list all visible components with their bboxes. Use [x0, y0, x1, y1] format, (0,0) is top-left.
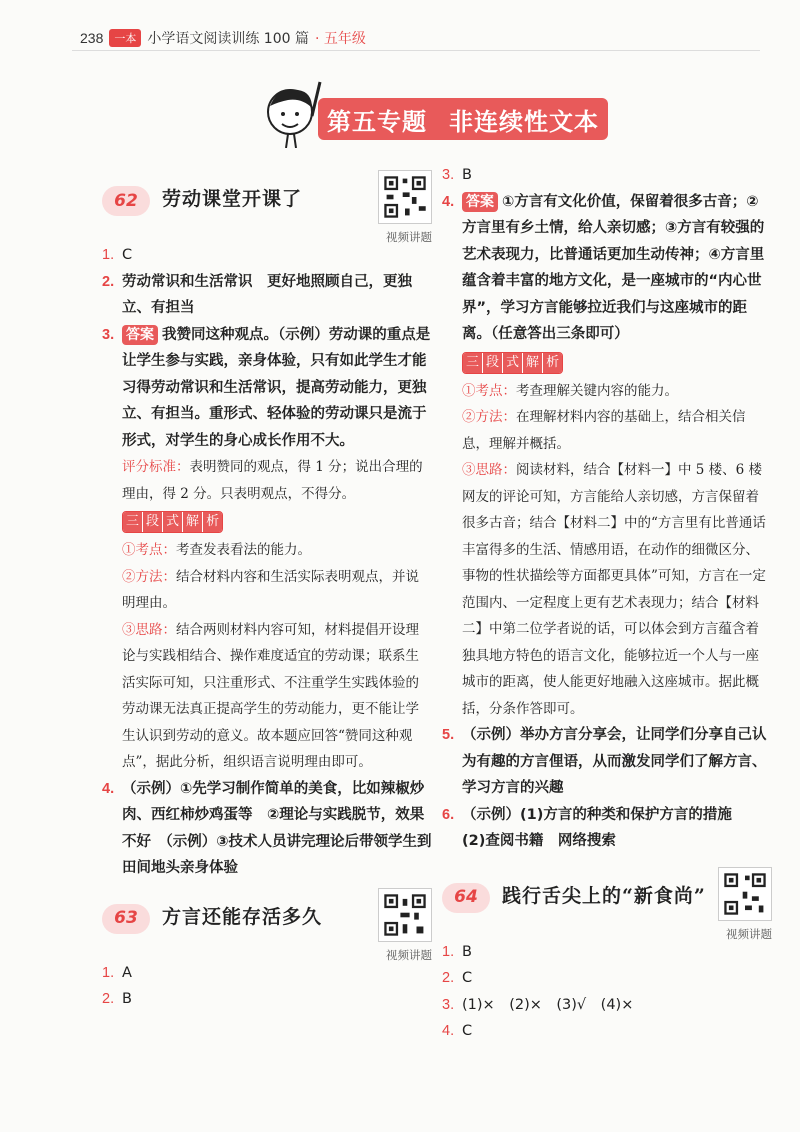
section-title: 践行舌尖上的“新食尚” — [502, 884, 706, 907]
section-number-badge — [102, 904, 150, 934]
grade-label: · 五年级 — [314, 31, 366, 47]
answer-item: 6. （示例）(1)方言的种类和保护方言的措施 — [442, 806, 732, 823]
analysis-label: 三 段 式 解 析 — [442, 348, 772, 378]
analysis-point: ①考点：考查理解关键内容的能力。 — [462, 382, 678, 399]
answer-item: 1. C — [102, 247, 133, 263]
qr-label: 视频讲题 — [726, 926, 772, 941]
answer-item-continued: (2)查阅书籍 网络搜索 — [462, 833, 616, 849]
section-number: 62 — [114, 190, 138, 211]
analysis-label: 三 段 式 解 析 — [102, 507, 432, 537]
qr-code-icon[interactable] — [718, 867, 772, 921]
answer-item: 1. A — [102, 964, 132, 981]
answer-item: 4. 答案 ①方言有文化价值，保留着很多古音；②方言里有乡土情，给人亲切感；③方言有较强的艺术表现力，比普通话更加生动传神；④方言里蕴含着丰富的地方文化，是一座城市的“内心世界”，学习方言能够拉近我们与这座城市的距离。（任意答出三条即可） — [442, 193, 765, 342]
answer-item: 1. B — [442, 943, 472, 960]
header-divider — [72, 50, 760, 51]
section-title: 方言还能存活多久 — [162, 905, 323, 928]
right-column — [442, 162, 772, 1045]
scoring-criteria: 评分标准：表明赞同的观点，得 1 分；说出合理的理由，得 2 分。只表明观点，不得分。 — [122, 459, 423, 502]
page-number: 238 — [80, 30, 104, 46]
answer-item: 4. （示例）①先学习制作简单的美食，比如辣椒炒肉、西红柿炒鸡蛋等 ②理论与实践脱节，效果不好 （示例）③技术人员讲完理论后带领学生到田间地头亲身体验 — [102, 780, 432, 876]
analysis-point: ①考点：考查发表看法的能力。 — [122, 542, 311, 558]
section-62-header — [102, 178, 432, 242]
banner-part2: 非连续性文本 — [449, 107, 599, 136]
answer-tag: 答案 — [462, 192, 498, 212]
left-column — [102, 178, 432, 1013]
section-number: 64 — [454, 887, 478, 908]
analysis-method: ②方法：在理解材料内容的基础上，结合相关信息，理解并概括。 — [462, 409, 746, 452]
section-64-header — [442, 875, 772, 939]
answer-item: 3. B — [442, 167, 472, 183]
analysis-reasoning: ③思路：结合两则材料内容可知，材料提倡开设理论与实践相结合、操作难度适宜的劳动课；联系生活实际可知，只注重形式、不注重学生实践体验的劳动课无法真正提高学生的劳动能力，更不能让学生认识到劳动的意义。故本题应回答“赞同这种观点”，据此分析，组织语言说明理由即可。 — [122, 621, 419, 770]
answer-item: 2. B — [102, 991, 132, 1007]
analysis-reasoning: ③思路：阅读材料，结合【材料一】中 5 楼、6 楼网友的评论可知，方言能给人亲切感，方言保留着很多古音；结合【材料二】中的“方言里有比普通话丰富得多的生活、情感用语，在动作的细微区分、事物的性状描绘等方面都更具体”可知，方言在一定范围内、一定程度上更有艺术表现力；结合【材料二】中第二位学者说的话，可以体会到方言蕴含着独具地方特色的语言文化，能够拉近一个人与一座城市的距离，使人能更好地融入这座城市。据此概括，分条作答即可。 — [462, 462, 766, 717]
answer-item: 4. C — [442, 1023, 473, 1039]
answer-item: 3. (1)× (2)× (3)√ (4)× — [442, 996, 634, 1013]
answer-item: 2. C — [442, 970, 473, 986]
qr-label: 视频讲题 — [386, 230, 432, 244]
qr-label: 视频讲题 — [386, 947, 432, 962]
analysis-method: ②方法：结合材料内容和生活实际表明观点，并说明理由。 — [122, 568, 419, 611]
qr-code-icon[interactable] — [378, 888, 432, 942]
section-number-badge — [102, 186, 150, 216]
answer-item: 3. 答案 我赞同这种观点。（示例）劳动课的重点是让学生参与实践，亲身体验，只有如此学生才能习得劳动常识和生活常识，提高劳动能力，更独立、有担当。重形式、轻体验的劳动课只是流于形式，对学生的身心成长作用不大。 — [102, 326, 431, 449]
page-header — [80, 28, 366, 48]
answer-item: 5. （示例）举办方言分享会，让同学们分享自己认为有趣的方言俚语，从而激发同学们了解方言、学习方言的兴趣 — [442, 727, 767, 796]
section-number: 63 — [114, 908, 138, 929]
book-title: 小学语文阅读训练 100 篇 — [147, 31, 309, 47]
answer-tag: 答案 — [122, 325, 158, 345]
banner-part1: 第五专题 — [327, 107, 427, 136]
section-banner — [318, 98, 608, 140]
section-63-header — [102, 896, 432, 960]
section-number-badge — [442, 883, 490, 913]
answer-item: 2. 劳动常识和生活常识 更好地照顾自己，更独立、有担当 — [102, 273, 412, 316]
section-title: 劳动课堂开课了 — [162, 188, 303, 210]
logo: 一本 — [109, 29, 141, 47]
qr-code-icon[interactable] — [378, 170, 432, 224]
